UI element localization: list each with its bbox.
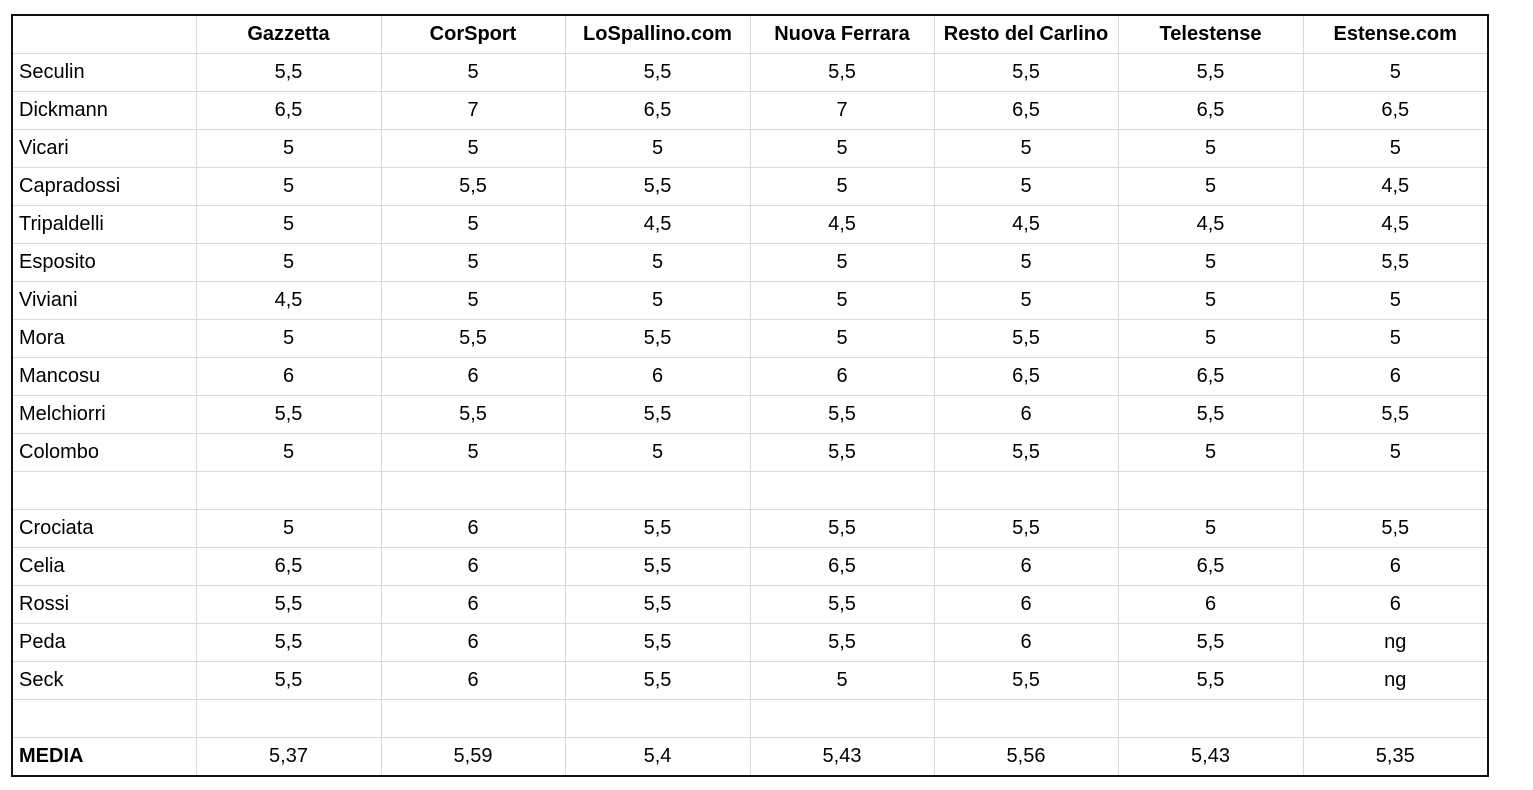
- player-row: [12, 206, 1488, 244]
- player-name: Viviani: [12, 282, 196, 320]
- player-row: [12, 282, 1488, 320]
- rating-cell: 6: [381, 358, 565, 396]
- rating-cell: 5,5: [750, 586, 934, 624]
- player-name: Mora: [12, 320, 196, 358]
- rating-cell: 5: [750, 244, 934, 282]
- rating-cell: 5: [1118, 282, 1303, 320]
- rating-cell: 5: [750, 320, 934, 358]
- rating-cell: 6,5: [565, 92, 750, 130]
- rating-cell: 5: [1118, 510, 1303, 548]
- column-header-estense-com: Estense.com: [1303, 15, 1488, 54]
- rating-cell: 6: [381, 624, 565, 662]
- rating-cell: 4,5: [196, 282, 381, 320]
- rating-cell: 5,5: [934, 434, 1118, 472]
- rating-cell: 6,5: [1118, 548, 1303, 586]
- player-row: [12, 244, 1488, 282]
- ratings-table: [11, 14, 1489, 777]
- rating-cell: 5: [381, 434, 565, 472]
- average-cell: 5,43: [750, 738, 934, 777]
- rating-cell: [750, 472, 934, 510]
- rating-cell: [196, 700, 381, 738]
- rating-cell: 5,5: [381, 320, 565, 358]
- rating-cell: 5: [1303, 320, 1488, 358]
- average-cell: 5,4: [565, 738, 750, 777]
- player-name: Melchiorri: [12, 396, 196, 434]
- rating-cell: 6: [381, 548, 565, 586]
- media-label: MEDIA: [12, 738, 196, 777]
- table-body: [12, 54, 1488, 777]
- rating-cell: 5: [934, 130, 1118, 168]
- rating-cell: 5: [196, 206, 381, 244]
- rating-cell: 5,5: [565, 396, 750, 434]
- player-row: [12, 548, 1488, 586]
- player-name: Colombo: [12, 434, 196, 472]
- rating-cell: 5: [196, 434, 381, 472]
- rating-cell: [1118, 472, 1303, 510]
- rating-cell: 5: [196, 130, 381, 168]
- rating-cell: 4,5: [934, 206, 1118, 244]
- rating-cell: ng: [1303, 624, 1488, 662]
- rating-cell: 5: [196, 510, 381, 548]
- rating-cell: [565, 472, 750, 510]
- blank-row: [12, 700, 1488, 738]
- player-row: [12, 54, 1488, 92]
- rating-cell: 5: [381, 282, 565, 320]
- rating-cell: 6: [1118, 586, 1303, 624]
- player-row: [12, 624, 1488, 662]
- rating-cell: 4,5: [1118, 206, 1303, 244]
- rating-cell: 6: [1303, 358, 1488, 396]
- rating-cell: 6: [196, 358, 381, 396]
- column-header-gazzetta: Gazzetta: [196, 15, 381, 54]
- rating-cell: 4,5: [565, 206, 750, 244]
- rating-cell: 6,5: [750, 548, 934, 586]
- rating-cell: [196, 472, 381, 510]
- player-name: Esposito: [12, 244, 196, 282]
- rating-cell: 5,5: [196, 54, 381, 92]
- rating-cell: 5,5: [565, 662, 750, 700]
- rating-cell: 5: [750, 130, 934, 168]
- player-name: Rossi: [12, 586, 196, 624]
- rating-cell: 6: [1303, 548, 1488, 586]
- header-row: [12, 15, 1488, 54]
- average-cell: 5,35: [1303, 738, 1488, 777]
- rating-cell: 5: [1303, 130, 1488, 168]
- rating-cell: 5,5: [565, 586, 750, 624]
- rating-cell: 5: [381, 130, 565, 168]
- player-row: [12, 358, 1488, 396]
- player-row: [12, 168, 1488, 206]
- rating-cell: [934, 472, 1118, 510]
- rating-cell: 5: [934, 282, 1118, 320]
- player-name: [12, 700, 196, 738]
- player-row: [12, 434, 1488, 472]
- rating-cell: 6,5: [934, 92, 1118, 130]
- rating-cell: 5,5: [1303, 396, 1488, 434]
- rating-cell: 6: [934, 586, 1118, 624]
- rating-cell: 5,5: [1303, 510, 1488, 548]
- rating-cell: [1118, 700, 1303, 738]
- player-name: Seculin: [12, 54, 196, 92]
- rating-cell: [381, 700, 565, 738]
- rating-cell: 5,5: [750, 54, 934, 92]
- rating-cell: 5: [1118, 434, 1303, 472]
- rating-cell: 5: [565, 130, 750, 168]
- rating-cell: 6: [381, 586, 565, 624]
- rating-cell: 5: [1118, 168, 1303, 206]
- rating-cell: 6: [565, 358, 750, 396]
- rating-cell: 5,5: [196, 624, 381, 662]
- rating-cell: 5,5: [750, 396, 934, 434]
- rating-cell: 5: [196, 320, 381, 358]
- player-row: [12, 662, 1488, 700]
- rating-cell: 5: [565, 434, 750, 472]
- player-name: Celia: [12, 548, 196, 586]
- corner-cell: [12, 15, 196, 54]
- rating-cell: 5: [381, 54, 565, 92]
- rating-cell: 6,5: [1118, 92, 1303, 130]
- rating-cell: 4,5: [750, 206, 934, 244]
- rating-cell: 5,5: [934, 510, 1118, 548]
- rating-cell: 7: [381, 92, 565, 130]
- rating-cell: [934, 700, 1118, 738]
- player-name: Crociata: [12, 510, 196, 548]
- rating-cell: 6,5: [934, 358, 1118, 396]
- rating-cell: 6,5: [1303, 92, 1488, 130]
- rating-cell: [1303, 472, 1488, 510]
- rating-cell: 5: [1303, 434, 1488, 472]
- rating-cell: 5: [565, 244, 750, 282]
- average-cell: 5,37: [196, 738, 381, 777]
- average-cell: 5,59: [381, 738, 565, 777]
- player-name: Vicari: [12, 130, 196, 168]
- player-name: Peda: [12, 624, 196, 662]
- rating-cell: 6,5: [196, 92, 381, 130]
- rating-cell: 5,5: [565, 624, 750, 662]
- column-header-corsport: CorSport: [381, 15, 565, 54]
- rating-cell: 6: [381, 510, 565, 548]
- rating-cell: 6: [934, 548, 1118, 586]
- rating-cell: 7: [750, 92, 934, 130]
- rating-cell: 5,5: [196, 396, 381, 434]
- rating-cell: 5,5: [934, 662, 1118, 700]
- rating-cell: [1303, 700, 1488, 738]
- rating-cell: 5: [750, 282, 934, 320]
- rating-cell: 5: [196, 244, 381, 282]
- rating-cell: 5,5: [1118, 624, 1303, 662]
- rating-cell: 5: [381, 244, 565, 282]
- rating-cell: [750, 700, 934, 738]
- blank-row: [12, 472, 1488, 510]
- rating-cell: 5: [1303, 282, 1488, 320]
- rating-cell: 5,5: [934, 320, 1118, 358]
- player-name: [12, 472, 196, 510]
- rating-cell: 5,5: [565, 320, 750, 358]
- rating-cell: ng: [1303, 662, 1488, 700]
- player-row: [12, 92, 1488, 130]
- media-row: [12, 738, 1488, 777]
- rating-cell: 5,5: [565, 510, 750, 548]
- player-row: [12, 320, 1488, 358]
- rating-cell: 4,5: [1303, 206, 1488, 244]
- player-name: Capradossi: [12, 168, 196, 206]
- rating-cell: 5,5: [381, 168, 565, 206]
- rating-cell: 5: [1118, 320, 1303, 358]
- rating-cell: 5,5: [750, 434, 934, 472]
- rating-cell: 5,5: [381, 396, 565, 434]
- player-name: Tripaldelli: [12, 206, 196, 244]
- rating-cell: 6: [381, 662, 565, 700]
- rating-cell: 5: [750, 662, 934, 700]
- column-header-nuova-ferrara: Nuova Ferrara: [750, 15, 934, 54]
- rating-cell: 6,5: [196, 548, 381, 586]
- rating-cell: 5,5: [1118, 662, 1303, 700]
- rating-cell: 5,5: [196, 586, 381, 624]
- player-row: [12, 130, 1488, 168]
- rating-cell: 5,5: [565, 168, 750, 206]
- average-cell: 5,56: [934, 738, 1118, 777]
- rating-cell: 6: [1303, 586, 1488, 624]
- player-name: Dickmann: [12, 92, 196, 130]
- rating-cell: 5: [196, 168, 381, 206]
- rating-cell: 5: [565, 282, 750, 320]
- player-row: [12, 586, 1488, 624]
- rating-cell: [381, 472, 565, 510]
- rating-cell: 5: [934, 244, 1118, 282]
- rating-cell: [565, 700, 750, 738]
- rating-cell: 5,5: [1118, 396, 1303, 434]
- column-header-resto-del-carlino: Resto del Carlino: [934, 15, 1118, 54]
- rating-cell: 5,5: [196, 662, 381, 700]
- rating-cell: 6: [750, 358, 934, 396]
- rating-cell: 6: [934, 624, 1118, 662]
- player-row: [12, 510, 1488, 548]
- rating-cell: 5,5: [565, 54, 750, 92]
- rating-cell: 5: [1118, 244, 1303, 282]
- rating-cell: 5,5: [1303, 244, 1488, 282]
- column-header-lospallino-com: LoSpallino.com: [565, 15, 750, 54]
- rating-cell: 5,5: [750, 510, 934, 548]
- player-name: Mancosu: [12, 358, 196, 396]
- rating-cell: 6,5: [1118, 358, 1303, 396]
- rating-cell: 5,5: [565, 548, 750, 586]
- rating-cell: 5,5: [1118, 54, 1303, 92]
- column-header-telestense: Telestense: [1118, 15, 1303, 54]
- player-name: Seck: [12, 662, 196, 700]
- rating-cell: 5: [750, 168, 934, 206]
- rating-cell: 5: [1303, 54, 1488, 92]
- rating-cell: 5: [934, 168, 1118, 206]
- average-cell: 5,43: [1118, 738, 1303, 777]
- rating-cell: 5,5: [934, 54, 1118, 92]
- rating-cell: 4,5: [1303, 168, 1488, 206]
- rating-cell: 5: [1118, 130, 1303, 168]
- player-row: [12, 396, 1488, 434]
- rating-cell: 6: [934, 396, 1118, 434]
- rating-cell: 5: [381, 206, 565, 244]
- rating-cell: 5,5: [750, 624, 934, 662]
